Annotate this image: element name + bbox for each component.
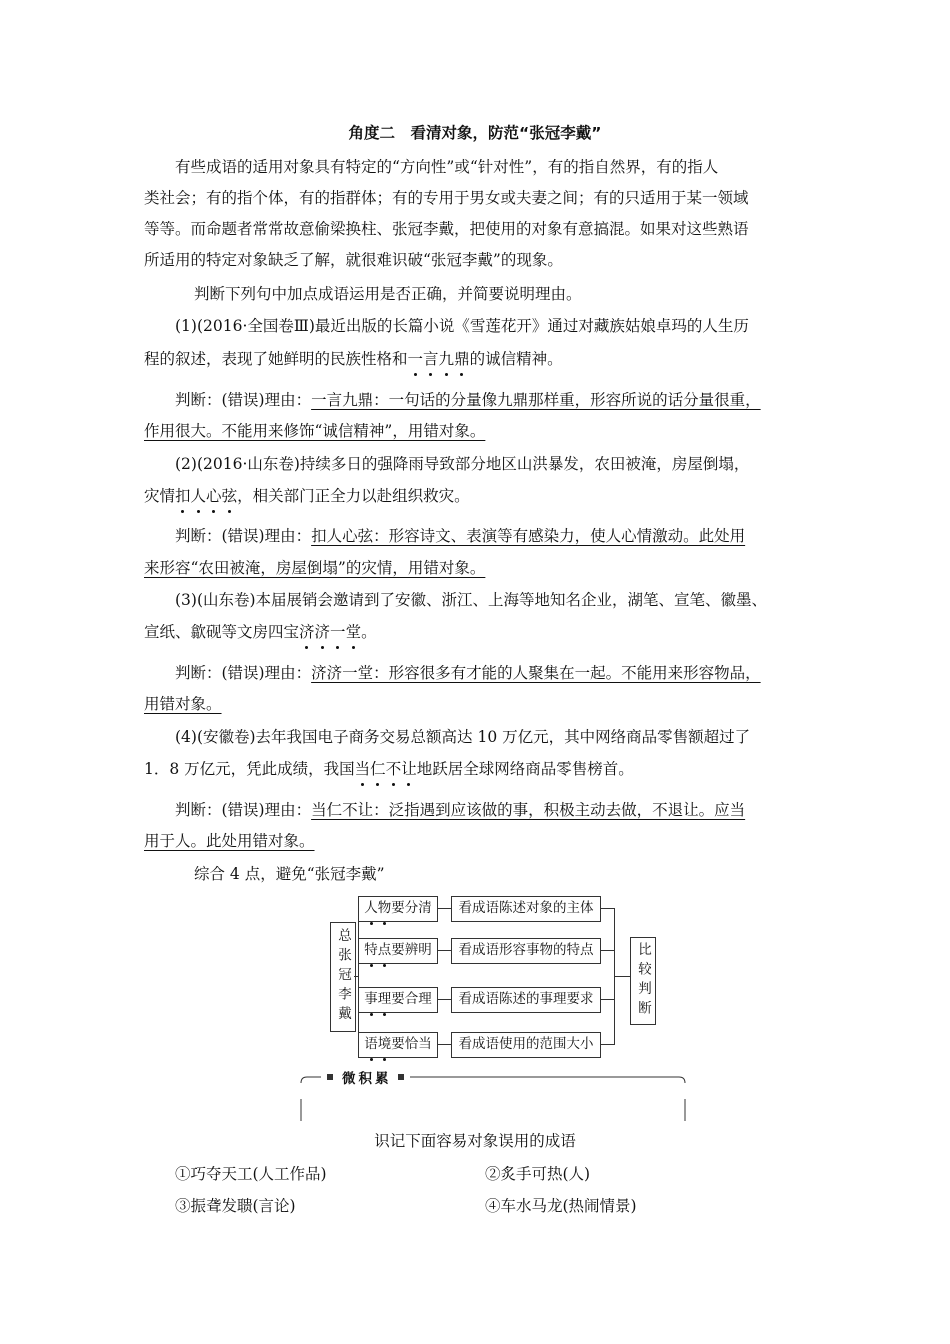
- emphasis-char: 点: [378, 939, 392, 961]
- diagram-key-box: [358, 938, 438, 964]
- q2-answer2: 来形容“农田被淹，房屋倒塌”的灾情，用错对象。: [144, 559, 486, 577]
- q3-text: 宣纸、歙砚等文房四宝: [144, 623, 300, 641]
- answer-text: 当仁不让：泛指遇到应该做的事，积极主动去做，不退让。应当: [311, 801, 746, 819]
- emphasis-char: 言: [423, 350, 439, 368]
- emphasis-char: 让: [401, 760, 417, 778]
- q2-judge: [175, 525, 745, 547]
- connector: [600, 950, 614, 951]
- emphasis-char: 济: [314, 623, 331, 641]
- emphasis-char: 鼎: [454, 350, 470, 368]
- q3-line1: (3)(山东卷)本届展销会邀请到了安徽、浙江、上海等地知名企业，湖笔、宣笔、徽墨、: [175, 591, 768, 609]
- answer-text: 扣人心弦：形容诗文、表演等有感染力，使人心情激动。此处用: [311, 527, 746, 545]
- intro-line: 类社会；有的指个体，有的指群体；有的专用于男女或夫妻之间；有的只适用于某一领域: [144, 189, 749, 207]
- judge-prefix: 判断：(错误)理由：: [175, 801, 312, 819]
- emphasis-char: 仁: [370, 760, 386, 778]
- diagram-key-dots: [364, 991, 391, 1007]
- intro-line: 所适用的特定对象缺乏了解，就很难识破“张冠李戴”的现象。: [144, 251, 563, 269]
- connector: [358, 908, 359, 1044]
- instruction: 判断下列句中加点成语运用是否正确，并简要说明理由。: [194, 285, 582, 303]
- judge-prefix: 判断：(错误)理由：: [175, 391, 312, 409]
- diagram-key-rest: 要合理: [391, 991, 432, 1007]
- emphasis-char: 济: [299, 623, 315, 641]
- emphasis-char: 语: [364, 1033, 378, 1055]
- q4-answer2: 用于人。此处用错对象。: [144, 832, 315, 850]
- q2-text: 灾情: [144, 487, 176, 505]
- q4-judge: [175, 799, 745, 821]
- emphasis-char: 弦: [221, 487, 238, 505]
- q3-judge: [175, 662, 761, 684]
- emphasis-char: 心: [206, 487, 222, 505]
- emphasis-char: 物: [378, 897, 392, 919]
- diagram-key-rest: 要恰当: [391, 1036, 432, 1052]
- q1-text-post: 的诚信精神。: [469, 350, 563, 368]
- diagram-desc-box: 看成语陈述的事理要求: [451, 987, 601, 1013]
- diagram-key-box: [358, 987, 438, 1013]
- emphasis-char: 一: [330, 623, 346, 641]
- emphasis-char: 一: [407, 350, 424, 368]
- q4-line1: (4)(安徽卷)去年我国电子商务交易总额高达 10 万亿元，其中网络商品零售额超过了: [175, 728, 751, 746]
- diagram-desc-box: 看成语使用的范围大小: [451, 1032, 601, 1058]
- emphasis-char: 人: [364, 897, 378, 919]
- summary-line: 综合 4 点，避免“张冠李戴”: [194, 865, 385, 883]
- q1-answer2: 作用很大。不能用来修饰“诚信精神”，用错对象。: [144, 422, 486, 440]
- list-title: 识记下面容易对象误用的成语: [374, 1132, 576, 1150]
- diagram-key-rest: 要辨明: [391, 942, 432, 958]
- arrow: [437, 1044, 451, 1045]
- arrow: [437, 999, 451, 1000]
- q3-idiom: [299, 623, 361, 641]
- connector: [600, 908, 614, 909]
- q2-line1: (2)(2016·山东卷)持续多日的强降雨导致部分地区山洪暴发，农田被淹，房屋倒塌，: [175, 455, 750, 473]
- idiom-item: ①巧夺天工(人工作品): [175, 1165, 327, 1183]
- emphasis-char: 境: [378, 1033, 392, 1055]
- idiom-item: ③振聋发聩(言论): [175, 1197, 296, 1215]
- judge-prefix: 判断：(错误)理由：: [175, 527, 312, 545]
- q1-line2: [144, 348, 563, 370]
- diagram-left-box: 总张冠李戴: [330, 922, 356, 1032]
- diagram-desc-box: 看成语陈述对象的主体: [451, 896, 601, 922]
- q3-text-post: 。: [361, 623, 377, 641]
- diagram-key-dots: [364, 1036, 391, 1052]
- arrow: [614, 976, 630, 977]
- arrow: [437, 950, 451, 951]
- emphasis-char: 堂: [345, 623, 362, 641]
- idiom-item: ②炙手可热(人): [485, 1165, 591, 1183]
- intro-line: 等等。而命题者常常故意偷梁换柱、张冠李戴，把使用的对象有意搞混。如果对这些熟语: [144, 220, 749, 238]
- diagram-key-box: [358, 1032, 438, 1058]
- emphasis-char: 理: [378, 988, 392, 1010]
- q4-text: 1．8 万亿元，凭此成绩，我国: [144, 760, 355, 778]
- intro-line: 有些成语的适用对象具有特定的“方向性”或“针对性”，有的指自然界，有的指人: [175, 158, 719, 176]
- diagram-key-rest: 要分清: [391, 900, 432, 916]
- q3-answer2: 用错对象。: [144, 695, 222, 713]
- q1-judge: [175, 389, 761, 411]
- section-title: 角度二 看清对象，防范“张冠李戴”: [348, 124, 602, 142]
- q2-line2: [144, 485, 470, 507]
- connector: [600, 999, 614, 1000]
- q4-idiom: [355, 760, 417, 778]
- emphasis-char: 九: [438, 350, 455, 368]
- q2-idiom: [175, 487, 237, 505]
- answer-text: 济济一堂：形容很多有才能的人聚集在一起。不能用来形容物品，: [311, 664, 761, 682]
- answer-text: 一言九鼎：一句话的分量像九鼎那样重，形容所说的话分量很重，: [311, 391, 761, 409]
- q1-idiom: [408, 350, 470, 368]
- judge-prefix: 判断：(错误)理由：: [175, 664, 312, 682]
- wjl-label: 微积累: [342, 1071, 392, 1087]
- diagram-key-dots: [364, 942, 391, 958]
- idiom-item: ④车水马龙(热闹情景): [485, 1197, 637, 1215]
- q4-text-post: 地跃居全球网络商品零售榜首。: [416, 760, 634, 778]
- emphasis-char: 特: [364, 939, 378, 961]
- arrow: [437, 908, 451, 909]
- diagram-desc-box: 看成语形容事物的特点: [451, 938, 601, 964]
- diagram-key-dots: [364, 900, 391, 916]
- diagram-right-box: 比较判断: [630, 937, 656, 1025]
- emphasis-char: 当: [354, 760, 371, 778]
- emphasis-char: 扣: [175, 487, 191, 505]
- emphasis-char: 事: [364, 988, 378, 1010]
- diagram-key-box: [358, 896, 438, 922]
- connector: [600, 1044, 614, 1045]
- emphasis-char: 不: [385, 760, 402, 778]
- q3-line2: [144, 621, 377, 643]
- q1-line1: (1)(2016·全国卷Ⅲ)最近出版的长篇小说《雪莲花开》通过对藏族姑娘卓玛的人生历: [175, 317, 749, 335]
- emphasis-char: 人: [190, 487, 207, 505]
- q2-text-post: ，相关部门正全力以赴组织救灾。: [237, 487, 470, 505]
- q4-line2: [144, 758, 634, 780]
- q1-text: 程的叙述，表现了她鲜明的民族性格和: [144, 350, 408, 368]
